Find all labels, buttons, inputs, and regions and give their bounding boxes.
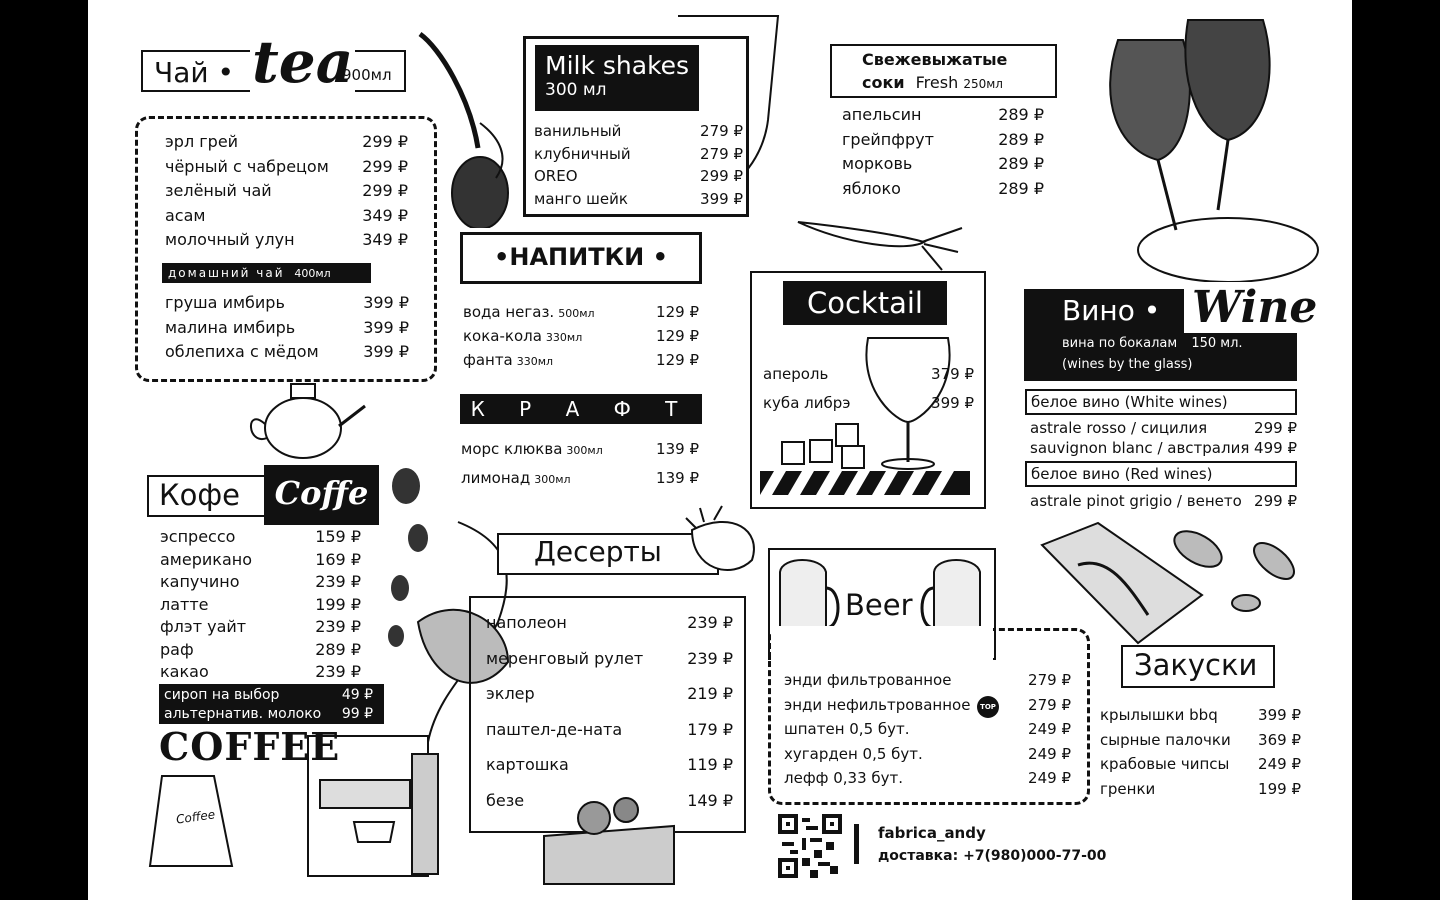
ice-cubes-illustration	[778, 420, 878, 470]
menu-sheet	[88, 0, 1352, 900]
menu-item-name: эрл грей	[165, 132, 239, 151]
menu-item	[160, 641, 361, 659]
menu-item-price: 299 ₽	[362, 156, 408, 176]
wine-title-en: Wine	[1184, 282, 1325, 333]
menu-item-name: облепиха с мёдом	[165, 342, 319, 361]
menu-item	[165, 231, 408, 249]
menu-item-name: лефф 0,33 бут.	[784, 769, 904, 787]
menu-item	[534, 145, 743, 163]
menu-item	[842, 180, 1044, 198]
menu-item-name: капучино	[160, 572, 240, 591]
menu-item-price: 249 ₽	[1028, 720, 1071, 738]
teapot-illustration	[243, 376, 373, 466]
milkshakes-title: Milk shakes	[545, 51, 690, 80]
menu-item	[160, 551, 361, 569]
menu-item-name: astrale pinot grigio / венето	[1030, 492, 1242, 510]
menu-item	[165, 207, 408, 225]
menu-item	[165, 158, 408, 176]
menu-item-price: 299 ₽	[362, 132, 408, 151]
menu-item-name: малина имбирь	[165, 317, 296, 337]
footer-delivery: доставка: +7(980)000-77-00	[878, 848, 1107, 864]
coffee-banner: COFFEE	[159, 724, 341, 769]
menu-item-price: 289 ₽	[998, 178, 1044, 198]
menu-item-price: 199 ₽	[1258, 779, 1301, 798]
menu-item-name: гренки	[1100, 779, 1156, 798]
menu-item	[784, 745, 1071, 763]
menu-item-price: 349 ₽	[362, 230, 408, 249]
menu-item-price: 139 ₽	[656, 469, 699, 487]
menu-item-name: яблоко	[842, 178, 901, 198]
menu-item-price: 239 ₽	[315, 572, 361, 591]
menu-item-price: 239 ₽	[687, 648, 733, 668]
menu-item-price: 279 ₽	[700, 122, 743, 140]
menu-item-name: зелёный чай	[165, 181, 272, 200]
menu-item-name: раф	[160, 639, 194, 659]
menu-item-price: 239 ₽	[687, 613, 733, 632]
menu-item	[784, 696, 1071, 714]
menu-item-name: картошка	[486, 755, 569, 774]
top-badge: TOP	[977, 696, 999, 718]
snack-plate-illustration	[1038, 515, 1308, 645]
menu-item	[160, 596, 361, 614]
menu-item-price: 279 ₽	[700, 144, 743, 163]
menu-item	[842, 106, 1044, 124]
menu-item-price: 239 ₽	[315, 662, 361, 681]
menu-item-price: 279 ₽	[1028, 695, 1071, 714]
menu-item-name: морс клюква 300мл	[461, 440, 603, 458]
menu-item-name: апельсин	[842, 105, 922, 124]
juices-title-line2: соки	[862, 73, 905, 92]
homemade-tea-label-text: домашний чай	[168, 266, 285, 280]
menu-item	[165, 133, 408, 151]
menu-item-price: 399 ₽	[363, 293, 409, 312]
menu-item-name: морковь	[842, 154, 913, 173]
drinks-title: •НАПИТКИ •	[494, 243, 668, 271]
menu-item	[463, 351, 699, 371]
wine-subtitle-wrap	[1062, 336, 1243, 351]
juices-title-line1: Свежевыжатые	[862, 50, 1008, 69]
menu-item-name: крабовые чипсы	[1100, 755, 1230, 773]
menu-item-name: сироп на выбор	[164, 687, 280, 703]
menu-item-price: 49 ₽	[341, 687, 373, 703]
menu-item-name: грейпфрут	[842, 129, 934, 149]
white-wine-label: белое вино (White wines)	[1031, 393, 1228, 411]
menu-item-price: 129 ₽	[656, 327, 699, 345]
menu-item	[164, 705, 373, 723]
homemade-tea-volume: 400мл	[294, 267, 331, 280]
juices-title-line2-wrap	[862, 73, 1003, 92]
menu-item	[1100, 780, 1301, 798]
menu-item	[1030, 419, 1297, 437]
menu-item	[534, 190, 743, 208]
menu-item	[463, 303, 699, 323]
menu-item-price: 299 ₽	[362, 181, 408, 200]
tea-volume: 900мл	[342, 66, 392, 84]
menu-item	[463, 327, 699, 347]
menu-item-name: кока-кола 330мл	[463, 327, 583, 345]
menu-item-price: 399 ₽	[363, 317, 409, 337]
carrot-illustration	[796, 212, 966, 272]
footer-instagram: fabrica_andy	[878, 824, 986, 842]
wine-title-ru: Вино •	[1062, 294, 1161, 327]
footer-divider	[854, 824, 859, 864]
menu-item-price: 249 ₽	[1258, 755, 1301, 773]
menu-item-price: 219 ₽	[687, 684, 733, 703]
menu-item	[160, 573, 361, 591]
coffee-title-ru: Кофе	[159, 478, 240, 512]
menu-item	[1030, 492, 1297, 510]
menu-item	[1030, 439, 1297, 457]
menu-item-price: 299 ₽	[1254, 419, 1297, 437]
menu-item-name: фанта 330мл	[463, 351, 554, 369]
menu-item-volume: 300мл	[566, 444, 603, 457]
menu-item	[784, 720, 1071, 738]
menu-item-price: 399 ₽	[1258, 706, 1301, 724]
spoon-illustration	[410, 28, 520, 228]
menu-item-name: меренговый рулет	[486, 648, 644, 668]
menu-item-name: флэт уайт	[160, 617, 247, 636]
menu-item	[784, 671, 1071, 689]
menu-item-price: 119 ₽	[687, 755, 733, 774]
menu-item-price: 149 ₽	[687, 790, 733, 810]
homemade-tea-label	[162, 263, 371, 283]
menu-item	[486, 650, 733, 668]
menu-item	[486, 721, 733, 739]
menu-item-price: 289 ₽	[998, 154, 1044, 173]
menu-item-price: 399 ₽	[363, 342, 409, 361]
menu-item	[534, 122, 743, 140]
menu-item-price: 129 ₽	[656, 303, 699, 321]
menu-item-price: 289 ₽	[315, 639, 361, 659]
qr-code	[778, 814, 842, 878]
menu-item	[165, 294, 409, 312]
menu-item	[486, 756, 733, 774]
menu-item	[842, 155, 1044, 173]
juices-volume: 250мл	[963, 77, 1003, 91]
menu-item-name: вода негаз. 500мл	[463, 303, 595, 321]
menu-item-name: крылышки bbq	[1100, 706, 1218, 724]
menu-item-price: 299 ₽	[1254, 492, 1297, 510]
menu-item-name: молочный улун	[165, 230, 295, 249]
wine-subtitle-en: (wines by the glass)	[1062, 357, 1193, 372]
menu-item-name: апероль	[763, 365, 829, 383]
juices-title-en: Fresh	[915, 73, 959, 92]
menu-item-name: хугарден 0,5 бут.	[784, 744, 923, 763]
menu-item	[486, 614, 733, 632]
menu-item-volume: 330мл	[516, 355, 554, 368]
menu-item-price: 139 ₽	[656, 440, 699, 458]
menu-item-price: 249 ₽	[1028, 769, 1071, 787]
menu-item-name: наполеон	[486, 613, 567, 632]
desserts-title: Десерты	[534, 535, 662, 568]
menu-item-price: 129 ₽	[656, 351, 699, 369]
menu-item-name: латте	[160, 594, 209, 614]
menu-item	[461, 440, 699, 460]
menu-item-name: OREO	[534, 167, 578, 185]
menu-item	[165, 343, 409, 361]
menu-item-name: энди нефильтрованное	[784, 695, 971, 714]
menu-item	[1100, 755, 1301, 773]
menu-item-price: 499 ₽	[1254, 438, 1297, 457]
menu-item	[784, 769, 1071, 787]
cake-slice-illustration	[534, 796, 684, 886]
menu-item-name: американо	[160, 549, 252, 569]
menu-item-volume: 330мл	[545, 331, 583, 344]
menu-item-name: чёрный с чабрецом	[165, 156, 329, 176]
coffee-bag-label: Coffee	[175, 807, 216, 827]
menu-item	[486, 685, 733, 703]
menu-item-price: 369 ₽	[1258, 730, 1301, 749]
menu-item-name: куба либрэ	[763, 394, 851, 412]
coffee-title-en: Coffe	[264, 465, 379, 525]
menu-item-name: манго шейк	[534, 189, 628, 208]
menu-item-price: 169 ₽	[315, 549, 361, 569]
wine-glasses-illustration	[1078, 10, 1328, 290]
milkshakes-volume: 300 мл	[545, 80, 607, 100]
menu-item-price: 249 ₽	[1028, 744, 1071, 763]
hazard-stripe	[760, 471, 970, 495]
tea-title-ru: Чай •	[154, 56, 234, 89]
menu-item-name: энди фильтрованное	[784, 671, 952, 689]
craft-title: К Р А Ф Т	[460, 394, 702, 424]
menu-item	[165, 319, 409, 337]
menu-item-name: клубничный	[534, 144, 631, 163]
menu-item	[1100, 731, 1301, 749]
milkshakes-title-block	[535, 45, 699, 111]
menu-item-price: 159 ₽	[315, 527, 361, 546]
menu-item-name: безе	[486, 790, 525, 810]
menu-item-volume: 500мл	[558, 307, 595, 320]
menu-item	[165, 182, 408, 200]
beer-title: Beer	[845, 588, 913, 622]
menu-item-name: astrale rosso / сицилия	[1030, 419, 1208, 437]
strawberry-illustration	[682, 500, 762, 580]
menu-item	[534, 167, 743, 185]
menu-item	[164, 686, 373, 704]
menu-item	[842, 131, 1044, 149]
menu-item-name: груша имбирь	[165, 293, 285, 312]
beer-list-bg	[771, 626, 993, 662]
menu-item-price: 399 ₽	[931, 394, 974, 412]
menu-item-name: эклер	[486, 684, 535, 703]
menu-item-name: какао	[160, 662, 209, 681]
menu-item-price: 99 ₽	[341, 705, 373, 722]
menu-item-name: sauvignon blanc / австралия	[1030, 438, 1250, 457]
menu-item-price: 379 ₽	[931, 365, 974, 383]
menu-item-price: 289 ₽	[998, 105, 1044, 124]
menu-item	[160, 663, 361, 681]
menu-item-price: 289 ₽	[998, 129, 1044, 149]
menu-item-name: лимонад 300мл	[461, 469, 571, 487]
menu-item-price: 399 ₽	[700, 189, 743, 208]
menu-item-price: 199 ₽	[315, 594, 361, 614]
menu-item-name: ванильный	[534, 122, 622, 140]
menu-item-name: альтернатив. молоко	[164, 705, 322, 722]
tea-title-en: tea	[252, 28, 354, 96]
menu-item	[1100, 706, 1301, 724]
cocktail-title: Cocktail	[783, 281, 947, 325]
menu-item-name: паштел-де-ната	[486, 719, 623, 739]
wine-subtitle: вина по бокалам	[1062, 336, 1178, 351]
menu-item	[461, 469, 699, 489]
menu-item-volume: 300мл	[534, 473, 571, 486]
menu-item-price: 239 ₽	[315, 617, 361, 636]
menu-item-price: 179 ₽	[687, 719, 733, 739]
menu-item-name: эспрессо	[160, 527, 236, 546]
menu-item-price: 279 ₽	[1028, 671, 1071, 689]
menu-item-price: 349 ₽	[362, 205, 408, 225]
wine-volume: 150 мл.	[1191, 336, 1243, 351]
red-wine-label: белое вино (Red wines)	[1031, 465, 1213, 483]
menu-item-price: 299 ₽	[700, 167, 743, 185]
menu-item	[160, 618, 361, 636]
menu-item-name: шпатен 0,5 бут.	[784, 720, 910, 738]
menu-item	[160, 528, 361, 546]
menu-item-name: сырные палочки	[1100, 730, 1231, 749]
menu-item-name: асам	[165, 205, 206, 225]
snacks-title: Закуски	[1134, 648, 1258, 682]
